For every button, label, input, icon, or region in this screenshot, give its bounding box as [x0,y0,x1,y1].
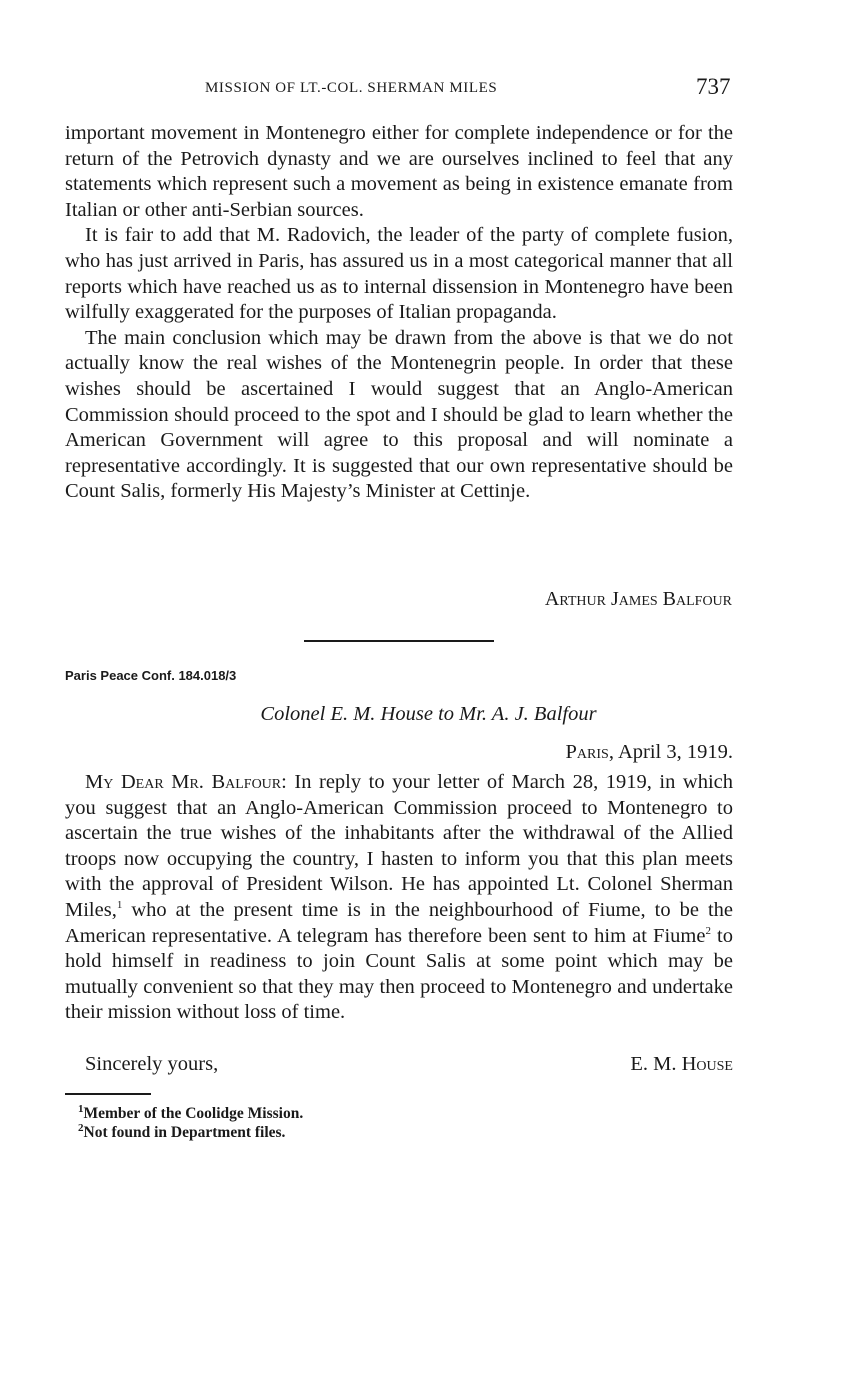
running-head: MISSION OF LT.-COL. SHERMAN MILES [205,80,498,96]
salutation: My Dear Mr. Balfour: [85,771,287,793]
footnote [78,1123,303,1142]
footnote-mark: 1 [78,1102,84,1115]
signer-initials: E. M. [630,1053,677,1075]
section-divider [304,640,494,642]
paragraph [65,770,733,1026]
dateline-date: April 3, 1919. [613,741,733,763]
page-number: 737 [696,74,731,99]
footnote-mark: 2 [78,1121,84,1134]
document-title: Colonel E. M. House to Mr. A. J. Balfour [260,703,597,725]
footnote [78,1104,303,1123]
body-text: to hold himself in readiness to join Count Salis at some point which may be mutually convenient so that they may then proceed to Montenegro and undertake their mission without loss of time. [65,924,733,1024]
footnote-ref: 1 [116,899,123,912]
footnote-ref: 2 [705,924,711,937]
signer-surname: House [681,1053,733,1075]
footnotes [78,1104,303,1142]
signature-balfour: Arthur James Balfour [544,588,732,610]
closing: Sincerely yours, [85,1053,219,1075]
paragraph: It is fair to add that M. Radovich, the leader of the party of complete fusion, who has just arrived in Paris, has assured us in a most categorical manner that all reports which have reached us as to internal dissension in Montenegro have been wilfully exaggerated for the purposes of Italian propaganda. [65,224,733,324]
paragraph: important movement in Montenegro either for complete independence or for the return of the Petrovich dynasty and we are ourselves inclined to feel that any statements which represent such a movement as being in existence emanate from Italian or other anti-Serbian sources. [65,122,733,221]
dateline [566,741,733,764]
file-reference: Paris Peace Conf. 184.018/3 [65,668,237,683]
footnote-rule [65,1093,151,1095]
closing-row [85,1053,733,1076]
dateline-place: Paris, [565,741,614,763]
signature-house [630,1053,733,1076]
footnote-text: Not found in Department files. [83,1124,286,1141]
paragraph: The main conclusion which may be drawn from the above is that we do not actually know the real wishes of the Montenegrin people. In order that these wishes should be ascertained I would suggest that an Anglo-American Commission should proceed to the spot and I should be glad to learn whether the American Government will agree to this proposal and will nominate a representative accordingly. It is suggested that our own representative should be Count Salis, formerly His Majesty’s Minister at Cettinje. [65,326,733,503]
first-letter-body [65,121,733,505]
body-text: who at the present time is in the neighbourhood of Fiume, to be the American representative. A telegram has therefore been sent to him at Fiume [65,898,733,947]
second-letter-body [65,770,733,1026]
body-text: In reply to your letter of March 28, 1919, in which you suggest that an Anglo-American Commission proceed to Montenegro to ascertain the true wishes of the inhabitants after the withdrawal of the Allied troops now occupying the country, I hasten to inform you that this plan meets with the approval of President Wilson. He has appointed Lt. Colonel Sherman Miles, [65,771,733,921]
footnote-text: Member of the Coolidge Mission. [83,1105,304,1122]
